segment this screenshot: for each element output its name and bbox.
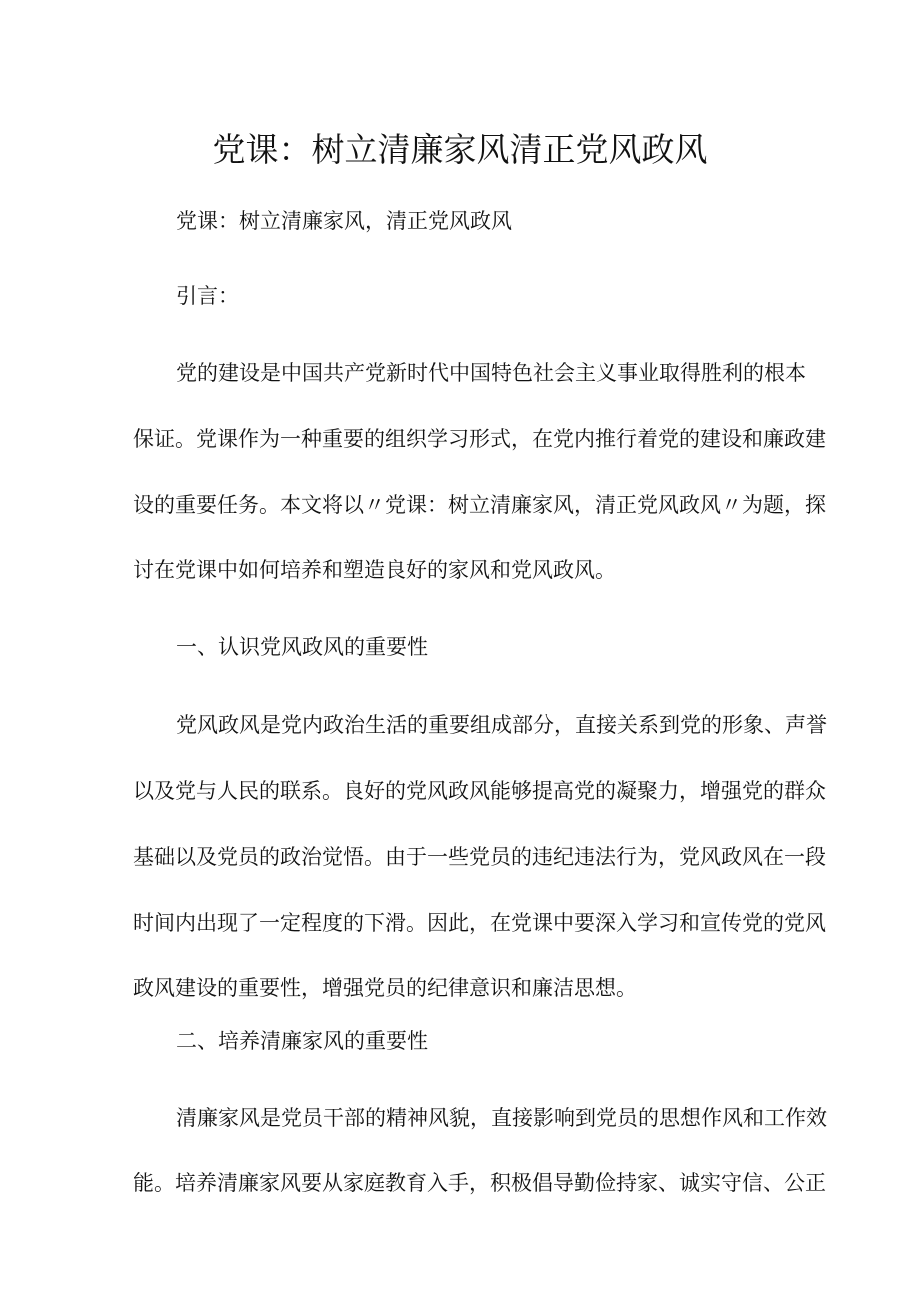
- section-line: 时间内出现了一定程度的下滑。因此，在党课中要深入学习和宣传党的党风: [133, 911, 826, 935]
- intro-line: 保证。党课作为一种重要的组织学习形式，在党内推行着党的建设和廉政建: [133, 427, 826, 451]
- section-line: 基础以及党员的政治觉悟。由于一些党员的违纪违法行为，党风政风在一段: [133, 845, 826, 869]
- document-title: 党课：树立清廉家风清正党风政风: [212, 130, 708, 169]
- section-line: 清廉家风是党员干部的精神风貌，直接影响到党员的思想作风和工作效: [176, 1106, 827, 1130]
- intro-label: 引言：: [176, 284, 239, 308]
- document-subtitle: 党课：树立清廉家风，清正党风政风: [176, 209, 512, 233]
- section-line: 能。培养清廉家风要从家庭教育入手，积极倡导勤俭持家、诚实守信、公正: [133, 1171, 826, 1195]
- section-heading: 二、培养清廉家风的重要性: [176, 1029, 428, 1053]
- intro-line: 党的建设是中国共产党新时代中国特色社会主义事业取得胜利的根本: [176, 361, 806, 385]
- section-line: 党风政风是党内政治生活的重要组成部分，直接关系到党的形象、声誉: [176, 713, 827, 737]
- section-line: 以及党与人民的联系。良好的党风政风能够提高党的凝聚力，增强党的群众: [133, 779, 826, 803]
- section-heading: 一、认识党风政风的重要性: [176, 635, 428, 659]
- section-line: 政风建设的重要性，增强党员的纪律意识和廉洁思想。: [133, 976, 637, 1000]
- intro-line: 讨在党课中如何培养和塑造良好的家风和党风政风。: [133, 558, 616, 582]
- intro-line: 设的重要任务。本文将以〃党课：树立清廉家风，清正党风政风〃为题，探: [133, 493, 826, 517]
